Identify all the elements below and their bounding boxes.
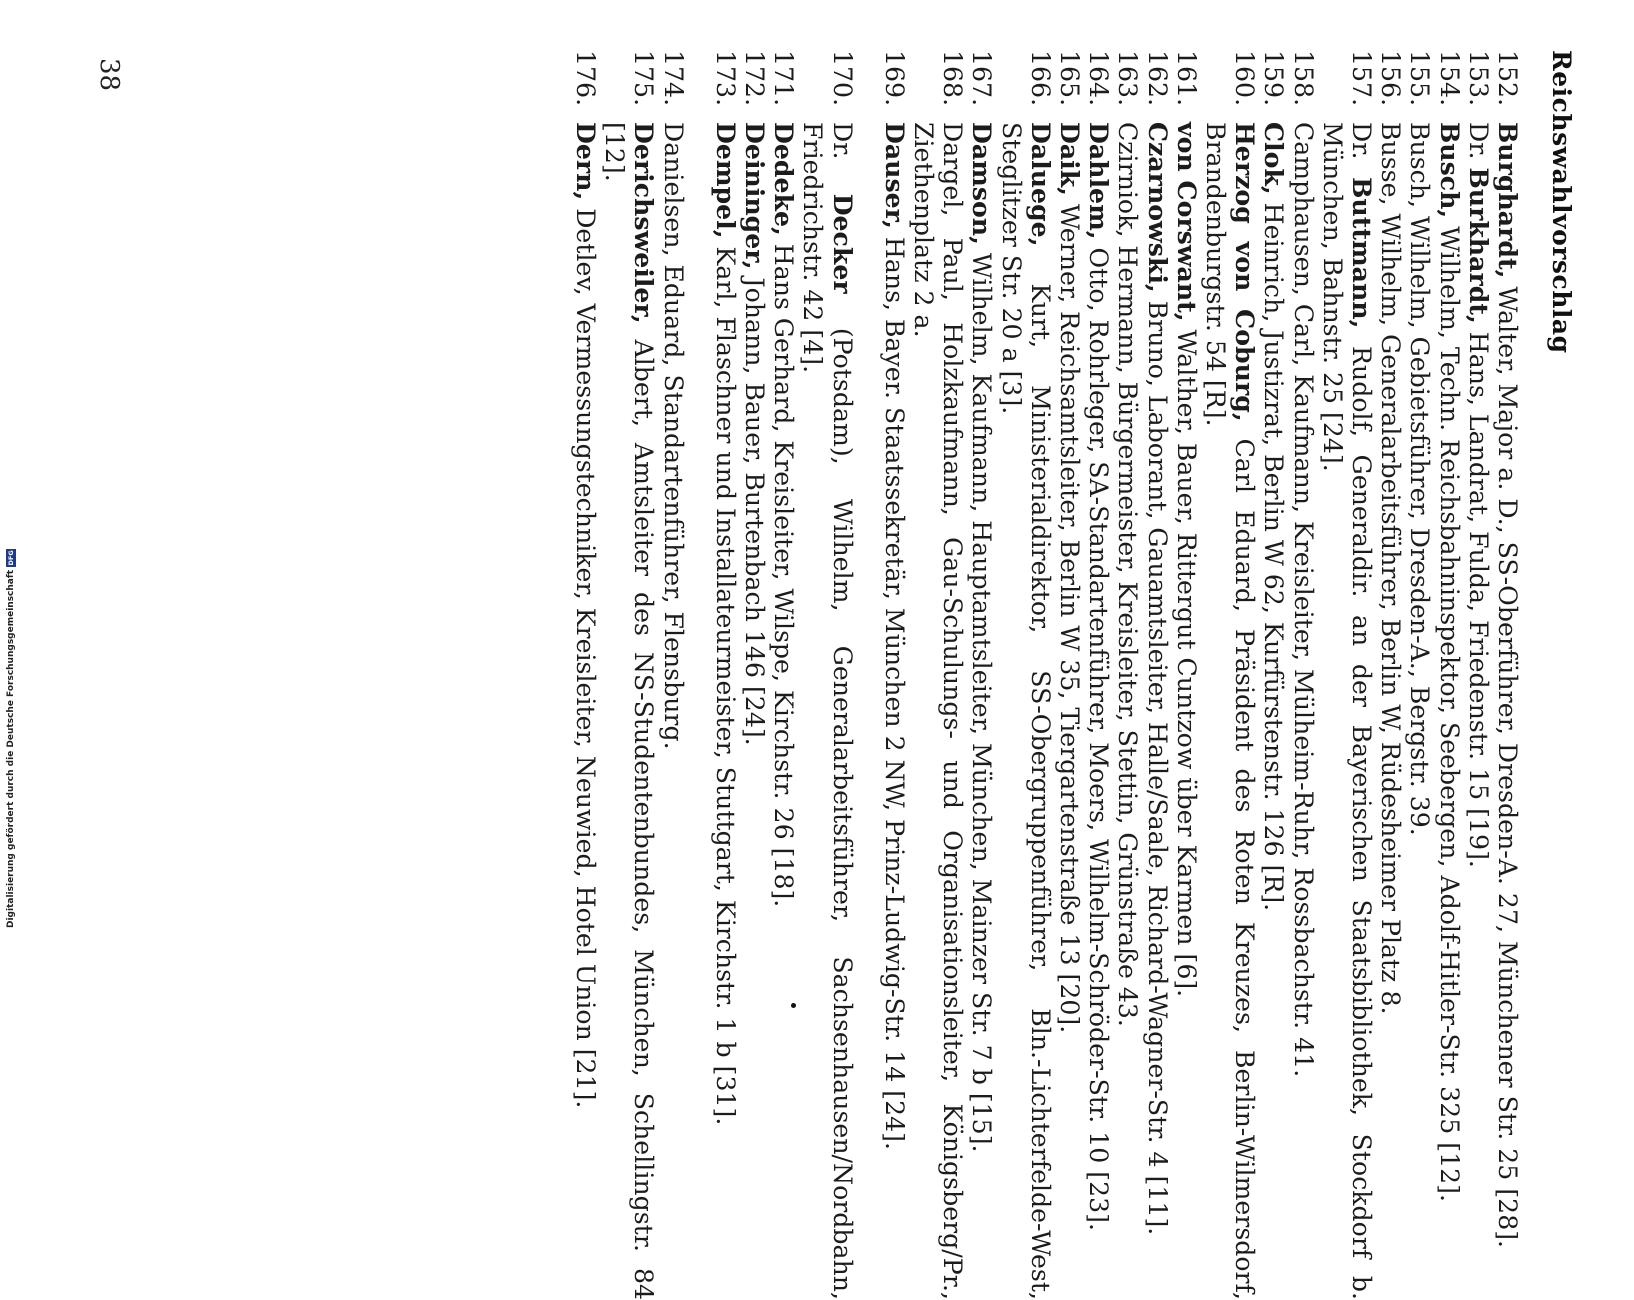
list-item: [880, 50, 909, 1300]
entry-details: Johann, Bauer, Burtenbach 146 [24].: [739, 269, 769, 746]
entry-surname: Herzog von Coburg,: [1230, 122, 1261, 422]
list-item: [1259, 50, 1288, 1300]
entry-number: 153.: [1463, 50, 1493, 107]
entry-surname: Burkhardt,: [1463, 167, 1494, 324]
entry-number: 157.: [1346, 50, 1376, 107]
entry-number: 166.: [1025, 50, 1055, 107]
entry-number: 170.: [827, 50, 857, 107]
entry-number: 167.: [967, 50, 997, 107]
entry-details: Dargel, Paul, Holzkaufmann, Gau-Schulungs- und Organisationsleiter, Königsberg/Pr., Ziethenplatz 2 a.: [908, 122, 968, 1300]
list-item: [1376, 50, 1405, 1300]
list-item: [571, 50, 600, 1300]
entry-details: Carl Eduard, Präsident des Roten Kreuzes, Berlin-Wilmersdorf, Brandenburgstr. 54 [R].: [1200, 122, 1260, 1300]
entry-surname: Damson,: [967, 122, 998, 245]
list-item: [1113, 50, 1142, 1300]
list-item: [600, 50, 658, 1300]
list-item: [1172, 50, 1201, 1300]
entry-details: Hans, Landrat, Fulda, Friedenstr. 15 [19].: [1463, 323, 1493, 868]
entry-details: Busch, Wilhelm, Gebietsführer, Dresden-A., Bergstr. 39.: [1405, 122, 1435, 836]
entry-surname: Buttmann,: [1346, 177, 1377, 329]
entry-title-prefix: Dr.: [1346, 122, 1376, 178]
entry-surname: Derichsweiler,: [629, 122, 660, 324]
entry-number: 164.: [1084, 50, 1114, 107]
entry-details: Danielsen, Eduard, Standartenführer, Flensburg.: [658, 122, 688, 750]
entry-details: Detlev, Vermessungstechniker, Kreisleiter, Neuwied, Hotel Union [21].: [570, 200, 600, 1109]
list-item: [769, 50, 798, 1300]
entry-number: 156.: [1376, 50, 1406, 107]
list-item: [740, 50, 769, 1300]
entry-details: Rudolf, Generaldir. an der Bayerischen Staatsbibliothek, Stockdorf b. München, Bahnstr. 25 [24].: [1317, 122, 1376, 1300]
list-item: [1464, 50, 1493, 1300]
entry-details: Otto, Rohrleger, SA-Standartenführer, Moers, Wilhelm-Schröder-Str. 10 [23].: [1084, 239, 1114, 1232]
list-item: [1493, 50, 1522, 1300]
entry-number: 171.: [769, 50, 799, 107]
entry-surname: von Corswant,: [1171, 122, 1202, 322]
list-item: [1434, 50, 1463, 1300]
entry-surname: Busch,: [1434, 122, 1465, 219]
list-item: [1201, 50, 1259, 1300]
entry-number: 159.: [1259, 50, 1289, 107]
funding-text: Digitalisierung gefördert durch die Deutsche Forschungsgemeinschaft: [6, 569, 16, 928]
entry-surname: Deininger,: [739, 122, 770, 270]
list-item: [1318, 50, 1376, 1300]
list-item: [967, 50, 996, 1300]
entry-surname: Dedeke,: [769, 122, 800, 236]
list-item: [1405, 50, 1434, 1300]
entry-number: 162.: [1142, 50, 1172, 107]
entry-number: 173.: [710, 50, 740, 107]
entry-details: (Potsdam), Wilhelm, Generalarbeitsführer, Sachsenhausen/Nordbahn, Friedrichstr. 42 [4].: [798, 122, 857, 1300]
entry-surname: Daik,: [1054, 122, 1085, 196]
page-heading: Reichswahlvorschlag: [1547, 50, 1576, 354]
entry-details: Hans Gerhard, Kreisleiter, Wilspe, Kirchstr. 26 [18].: [769, 235, 799, 908]
candidate-list: [571, 50, 1522, 1300]
list-item: [1142, 50, 1171, 1300]
list-item: [1288, 50, 1317, 1300]
entry-details: Walther, Bauer, Rittergut Cuntzow über Karmen [6].: [1171, 321, 1201, 998]
entry-details: Busse, Wilhelm, Generalarbeitsführer, Berlin W, Rüdesheimer Platz 8.: [1376, 122, 1406, 1015]
entry-number: 169.: [879, 50, 909, 107]
dfg-logo: DFG: [7, 550, 15, 566]
list-item: [1084, 50, 1113, 1300]
entry-details: Kurt, Ministerialdirektor, SS-Obergruppenführer, Bln.-Lichterfelde-West, Steglitzer Str. 20 a [3].: [996, 122, 1055, 1300]
entry-details: Hans, Bayer. Staatssekretär, München 2 NW, Prinz-Ludwig-Str. 14 [24].: [879, 228, 909, 1150]
entry-number: 168.: [938, 50, 968, 107]
entry-number: 155.: [1405, 50, 1435, 107]
entry-number: 160.: [1230, 50, 1260, 107]
entry-details: Czirniok, Hermann, Bürgermeister, Kreisleiter, Stettin, Grünstraße 43.: [1113, 122, 1143, 1027]
entry-surname: Dern,: [570, 122, 601, 201]
entry-surname: Czarnowski,: [1142, 122, 1173, 293]
entry-details: Albert, Amtsleiter des NS-Studentenbundes, München, Schellingstr. 84 [12].: [600, 122, 659, 1300]
entry-details: Heinrich, Justizrat, Berlin W 62, Kurfürstenstr. 126 [R].: [1259, 194, 1289, 912]
entry-surname: Clok,: [1259, 122, 1290, 195]
list-item: [909, 50, 967, 1300]
entry-number: 174.: [658, 50, 688, 107]
funding-note: [6, 549, 16, 928]
entry-details: Wilhelm, Techn. Reichsbahninspektor, Seebergen, Adolf-Hitler-Str. 325 [12].: [1434, 218, 1464, 1202]
entry-title-prefix: Dr.: [1463, 122, 1493, 168]
entry-number: 158.: [1288, 50, 1318, 107]
entry-surname: Dempel,: [710, 122, 741, 239]
list-item: [711, 50, 740, 1300]
entry-details: Camphausen, Carl, Kaufmann, Kreisleiter, Mülheim-Ruhr, Rossbachstr. 41.: [1288, 122, 1318, 1078]
entry-details: Walter, Major a. D., SS-Oberführer, Dresden-A. 27, Münchener Str. 25 [28].: [1493, 278, 1522, 1249]
entry-number: 161.: [1171, 50, 1201, 107]
entry-surname: Decker: [827, 193, 858, 294]
list-item: [1055, 50, 1084, 1300]
entry-surname: Daluege,: [1025, 122, 1056, 247]
list-item: [798, 50, 856, 1300]
entry-details: Karl, Flaschner und Installateurmeister, Stuttgart, Kirchstr. 1 b [31].: [710, 238, 740, 1126]
entry-details: Werner, Reichsamtsleiter, Berlin W 35, Tiergartenstraße 13 [20].: [1054, 195, 1084, 1034]
entry-details: Wilhelm, Kaufmann, Hauptamtsleiter, München, Mainzer Str. 7 b [15].: [967, 244, 997, 1153]
list-item: [996, 50, 1054, 1300]
entry-number: 175.: [629, 50, 659, 107]
list-item: [658, 50, 687, 1300]
page-number: 38: [94, 58, 124, 92]
entry-surname: Dauser,: [879, 122, 910, 229]
entry-number: 165.: [1054, 50, 1084, 107]
entry-title-prefix: Dr.: [827, 122, 857, 194]
entry-surname: Burghardt,: [1493, 122, 1523, 279]
entry-number: 176.: [570, 50, 600, 107]
entry-surname: Dahlem,: [1084, 122, 1115, 240]
ink-dot: [791, 1003, 796, 1008]
entry-details: Bruno, Laborant, Gauamtsleiter, Halle/Saale, Richard-Wagner-Str. 4 [11].: [1142, 292, 1172, 1236]
entry-number: 172.: [739, 50, 769, 107]
entry-number: 163.: [1113, 50, 1143, 107]
entry-number: 154.: [1434, 50, 1464, 107]
entry-number: 152.: [1493, 50, 1522, 107]
